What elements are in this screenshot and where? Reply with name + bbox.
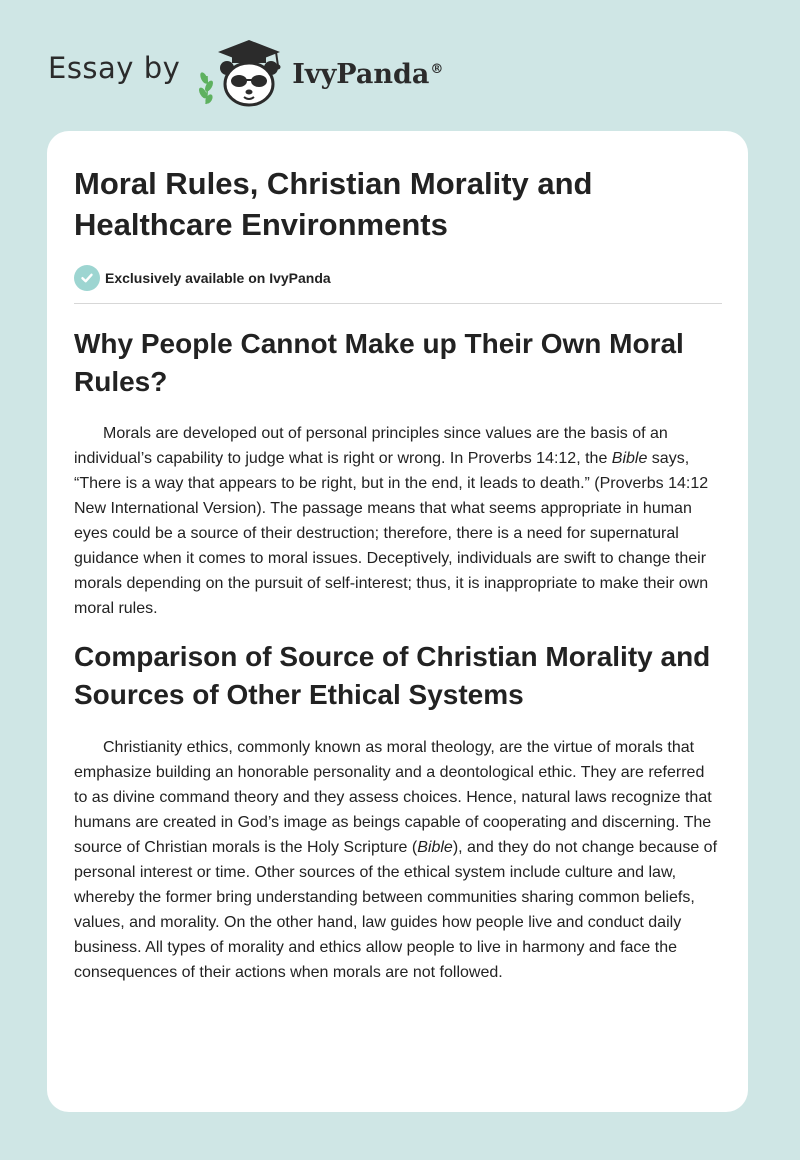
exclusive-badge bbox=[74, 265, 722, 291]
section-heading: Comparison of Source of Christian Morality and Sources of Other Ethical Systems bbox=[74, 641, 711, 710]
logo-brand-name: IvyPanda® bbox=[292, 58, 444, 90]
section-paragraph: Morals are developed out of personal principles since values are the basis of an individual’s capability to judge what is right or wrong. In Proverbs 14:12, the Bible says, “There is a way that appears to be right, but in the end, it leads to death.” (Proverbs 14:12 New International Version). The passage means that what seems appropriate in human eyes could be a source of their destruction; therefore, there is a need for supernatural guidance when it comes to moral issues. Deceptively, individuals are swift to change their morals depending on the pursuit of self-interest; thus, it is inappropriate to make their own moral rules. bbox=[74, 425, 709, 617]
divider bbox=[74, 303, 722, 304]
logo-prefix: Essay by bbox=[48, 51, 181, 85]
check-circle-icon bbox=[74, 265, 100, 291]
section-paragraph: Christianity ethics, commonly known as moral theology, are the virtue of morals that emphasize building an honorable personality and a deontological ethic. They are referred to as divine command theory and they assess choices. Hence, natural laws recognize that humans are created in God’s image as beings capable of cooperating and discerning. The source of Christian morals is the Holy Scripture (Bible), and they do not change because of personal interest or time. Other sources of the ethical system include culture and law, whereby the former bring understanding between communities sharing common beliefs, values, and morality. On the other hand, law guides how people live and conduct daily business. All types of morality and ethics allow people to live in harmony and face the consequences of their actions when morals are not followed. bbox=[74, 739, 718, 981]
section-heading: Why People Cannot Make up Their Own Moral Rules? bbox=[74, 328, 684, 397]
bible-reference: Bible bbox=[417, 839, 453, 856]
exclusive-badge-text: Exclusively available on IvyPanda bbox=[105, 270, 331, 286]
bible-reference: Bible bbox=[611, 450, 648, 467]
site-logo[interactable] bbox=[48, 36, 443, 108]
essay-title: Moral Rules, Christian Morality and Healthcare Environments bbox=[74, 166, 593, 242]
panda-graduate-icon bbox=[194, 36, 290, 108]
essay-card bbox=[47, 131, 748, 1112]
essay-content bbox=[74, 131, 722, 985]
